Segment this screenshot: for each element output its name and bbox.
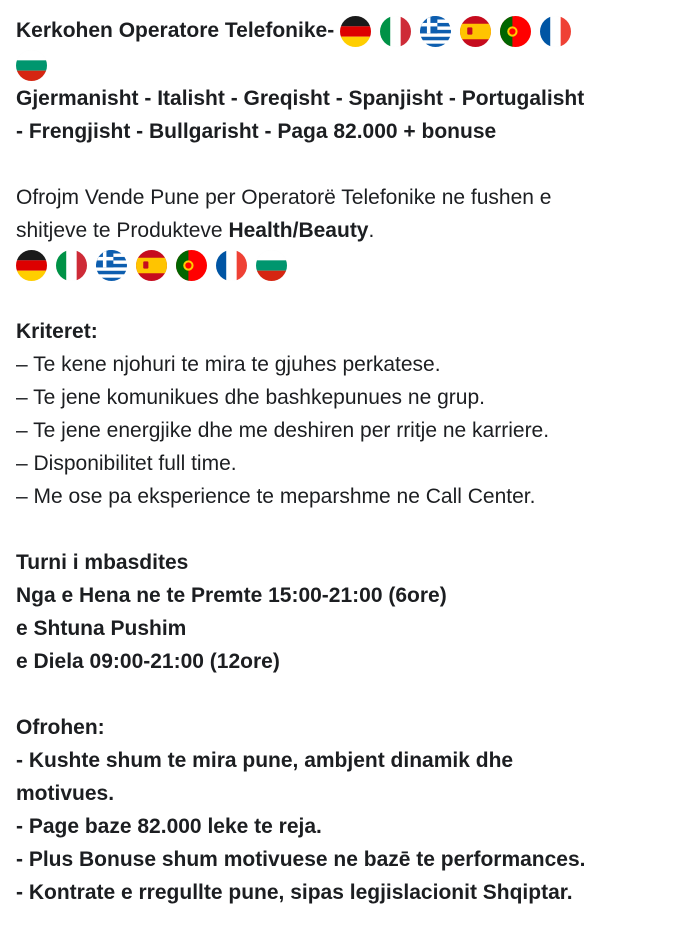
offers-heading: Ofrohen: xyxy=(16,716,105,739)
shift-heading: Turni i mbasdites xyxy=(16,551,189,574)
portugal-flag-icon xyxy=(500,16,531,47)
shift-line: e Shtuna Pushim xyxy=(16,617,187,640)
offers-line: - Page baze 82.000 leke te reja. xyxy=(16,815,322,838)
title-flags-wrap xyxy=(16,47,660,82)
bulgaria-flag-icon xyxy=(256,250,287,281)
criteria-item: – Te jene energjike dhe me deshiren per rritje ne karriere. xyxy=(16,419,550,442)
offer-line-2 xyxy=(16,214,660,247)
france-flag-icon xyxy=(216,250,247,281)
criteria-item: – Me ose pa eksperience te meparshme ne Call Center. xyxy=(16,485,536,508)
offer-text: shitjeve te Produkteve xyxy=(16,219,229,242)
greece-flag-icon xyxy=(96,250,127,281)
shift-line: e Diela 09:00-21:00 (12ore) xyxy=(16,650,280,673)
post-title xyxy=(16,14,660,47)
criteria-item: – Te kene njohuri te mira te gjuhes perkatese. xyxy=(16,353,441,376)
portugal-flag-icon xyxy=(176,250,207,281)
greece-flag-icon xyxy=(420,16,451,47)
shift-line: Nga e Hena ne te Premte 15:00-21:00 (6ore) xyxy=(16,584,447,607)
languages-line-1: Gjermanisht - Italisht - Greqisht - Spanjisht - Portugalisht xyxy=(16,87,585,110)
offer-period: . xyxy=(368,219,375,242)
criteria-heading: Kriteret: xyxy=(16,320,98,343)
offers-line: - Kontrate e rregullte pune, sipas legjislacionit Shqiptar. xyxy=(16,881,573,904)
spain-flag-icon xyxy=(136,250,167,281)
title-text: Kerkohen Operatore Telefonike- xyxy=(16,19,335,42)
germany-flag-icon xyxy=(16,250,47,281)
germany-flag-icon xyxy=(340,16,371,47)
offers-line: - Plus Bonuse shum motivuese ne bazē te performances. xyxy=(16,848,586,871)
france-flag-icon xyxy=(540,16,571,47)
criteria-item: – Te jene komunikues dhe bashkepunues ne grup. xyxy=(16,386,485,409)
bulgaria-flag-icon xyxy=(16,50,47,81)
languages-line-2: - Frengjisht - Bullgarisht - Paga 82.000 + bonuse xyxy=(16,120,497,143)
offer-line-1: Ofrojm Vende Pune per Operatorë Telefonike ne fushen e xyxy=(16,186,552,209)
flags-row xyxy=(16,247,660,282)
criteria-item: – Disponibilitet full time. xyxy=(16,452,237,475)
italy-flag-icon xyxy=(380,16,411,47)
offers-line: motivues. xyxy=(16,782,115,805)
offer-highlight: Health/Beauty xyxy=(228,219,369,242)
spain-flag-icon xyxy=(460,16,491,47)
italy-flag-icon xyxy=(56,250,87,281)
offers-line: - Kushte shum te mira pune, ambjent dinamik dhe xyxy=(16,749,514,772)
